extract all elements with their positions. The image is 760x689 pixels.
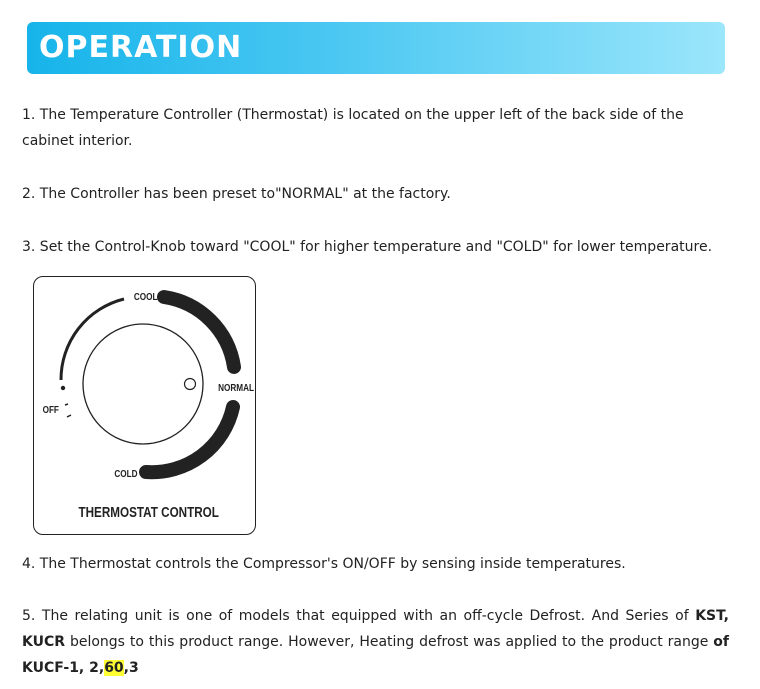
instruction-1: 1. The Temperature Controller (Thermostat) is located on the upper left of the back side of the cabinet interior.	[22, 107, 684, 149]
p5-range-kucf: of KUCF-1, 2,	[22, 634, 729, 676]
dial-arc-off-cool	[61, 299, 124, 380]
p5-range-end: ,3	[123, 660, 139, 676]
dial-arc-cool-normal	[164, 297, 234, 367]
instruction-5	[22, 603, 729, 681]
off-tick	[65, 404, 68, 405]
label-normal: NORMAL	[218, 380, 254, 394]
instruction-4: 4. The Thermostat controls the Compressor's ON/OFF by sensing inside temperatures.	[22, 556, 626, 572]
p5-text-a: 5. The relating unit is one of models that equipped with an off-cycle Defrost. And Series of	[22, 608, 696, 624]
section-title: OPERATION	[39, 30, 243, 65]
off-dot	[61, 386, 65, 390]
p5-series-kst-kucr: KST, KUCR	[22, 608, 729, 650]
label-off: OFF	[42, 402, 59, 416]
thermostat-dial-graphic	[34, 277, 257, 536]
thermostat-diagram	[33, 276, 256, 535]
label-cold: COLD	[114, 466, 138, 480]
p5-text-b: belongs to this product range. However, Heating defrost was applied to the product range	[65, 634, 714, 650]
off-tick	[67, 415, 71, 417]
diagram-caption: THERMOSTAT CONTROL	[78, 503, 219, 521]
label-cool: COOL	[133, 289, 158, 303]
dial-arc-normal-cold	[146, 407, 233, 472]
knob-indicator	[185, 379, 196, 390]
instruction-2: 2. The Controller has been preset to"NORMAL" at the factory.	[22, 186, 451, 202]
p5-highlight-60: 60	[104, 660, 124, 676]
instruction-3: 3. Set the Control-Knob toward "COOL" for higher temperature and "COLD" for lower temperature.	[22, 239, 713, 255]
section-banner	[27, 22, 725, 74]
